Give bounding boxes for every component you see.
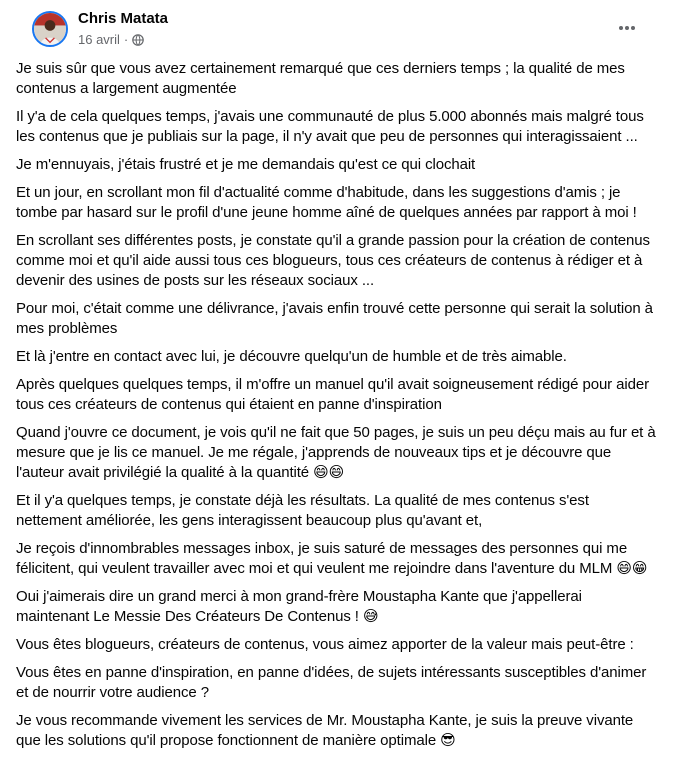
post-paragraph: Vous êtes en panne d'inspiration, en panne d'idées, de sujets intéressants susceptibles d'animer et de nourrir votre audience ? xyxy=(16,664,647,701)
post-paragraph: En scrollant ses différentes posts, je constate qu'il a grande passion pour la création de contenus comme moi et qu'il aide aussi tous ces blogueurs, tous ces créateurs de contenus à rédiger et à devenir des usines de posts sur les réseaux sociaux ... xyxy=(16,232,650,289)
post-paragraph: Oui j'aimerais dire un grand merci à mon grand-frère Moustapha Kante que j'appellerai maintenant Le Messie Des Créateurs De Contenus ! 😅 xyxy=(16,588,582,625)
avatar[interactable] xyxy=(32,11,68,47)
post-date[interactable]: 16 avril xyxy=(78,32,120,47)
post-paragraph: Je reçois d'innombrables messages inbox, je suis saturé de messages des personnes qui me félicitent, qui veulent travailler avec moi et qui veulent me rejoindre dans l'aventure du MLM 😄😁 xyxy=(16,540,648,577)
post-body xyxy=(16,59,657,751)
avatar-photo-icon xyxy=(34,13,66,45)
post-meta xyxy=(78,32,144,47)
more-options-button[interactable] xyxy=(611,12,643,44)
post-paragraph: Vous êtes blogueurs, créateurs de contenus, vous aimez apporter de la valeur mais peut-être : xyxy=(16,636,634,653)
meta-separator: · xyxy=(123,32,129,47)
globe-icon[interactable] xyxy=(132,34,144,46)
post-paragraph: Et il y'a quelques temps, je constate déjà les résultats. La qualité de mes contenus s'est nettement améliorée, les gens interagissent beaucoup plus qu'avant et, xyxy=(16,492,589,529)
post-paragraph: Je suis sûr que vous avez certainement remarqué que ces derniers temps ; la qualité de mes contenus a largement augmentée xyxy=(16,60,625,97)
post-paragraph: Et là j'entre en contact avec lui, je découvre quelqu'un de humble et de très aimable. xyxy=(16,348,567,365)
post-paragraph: Après quelques quelques temps, il m'offre un manuel qu'il avait soigneusement rédigé pour aider tous ces créateurs de contenus qui étaient en panne d'inspiration xyxy=(16,376,650,413)
post-paragraph: Je m'ennuyais, j'étais frustré et je me demandais qu'est ce qui clochait xyxy=(16,156,476,173)
post-paragraph: Pour moi, c'était comme une délivrance, j'avais enfin trouvé cette personne qui serait la solution à mes problèmes xyxy=(16,300,653,337)
post-header xyxy=(16,0,657,58)
more-horizontal-icon xyxy=(617,18,637,38)
author-name[interactable]: Chris Matata xyxy=(78,10,169,27)
post-paragraph: Il y'a de cela quelques temps, j'avais une communauté de plus 5.000 abonnés mais malgré tous les contenus que je publiais sur la page, il n'y avait que peu de personnes qui interagissaient ... xyxy=(16,108,644,145)
post-paragraph: Et un jour, en scrollant mon fil d'actualité comme d'habitude, dans les suggestions d'amis ; je tombe par hasard sur le profil d'une jeune homme aîné de quelques années par rapport à moi ! xyxy=(16,184,637,221)
post-paragraph: Quand j'ouvre ce document, je vois qu'il ne fait que 50 pages, je suis un peu déçu mais au fur et à mesure que je lis ce manuel. Je me régale, j'apprends de nouveaux tips et je découvre que l'auteur avait privilégié la qualité à la quantité 😄😄 xyxy=(16,424,656,481)
post-paragraph: Je vous recommande vivement les services de Mr. Moustapha Kante, je suis la preuve vivante que les solutions qu'il propose fonctionnent de manière optimale 😎 xyxy=(16,712,634,749)
